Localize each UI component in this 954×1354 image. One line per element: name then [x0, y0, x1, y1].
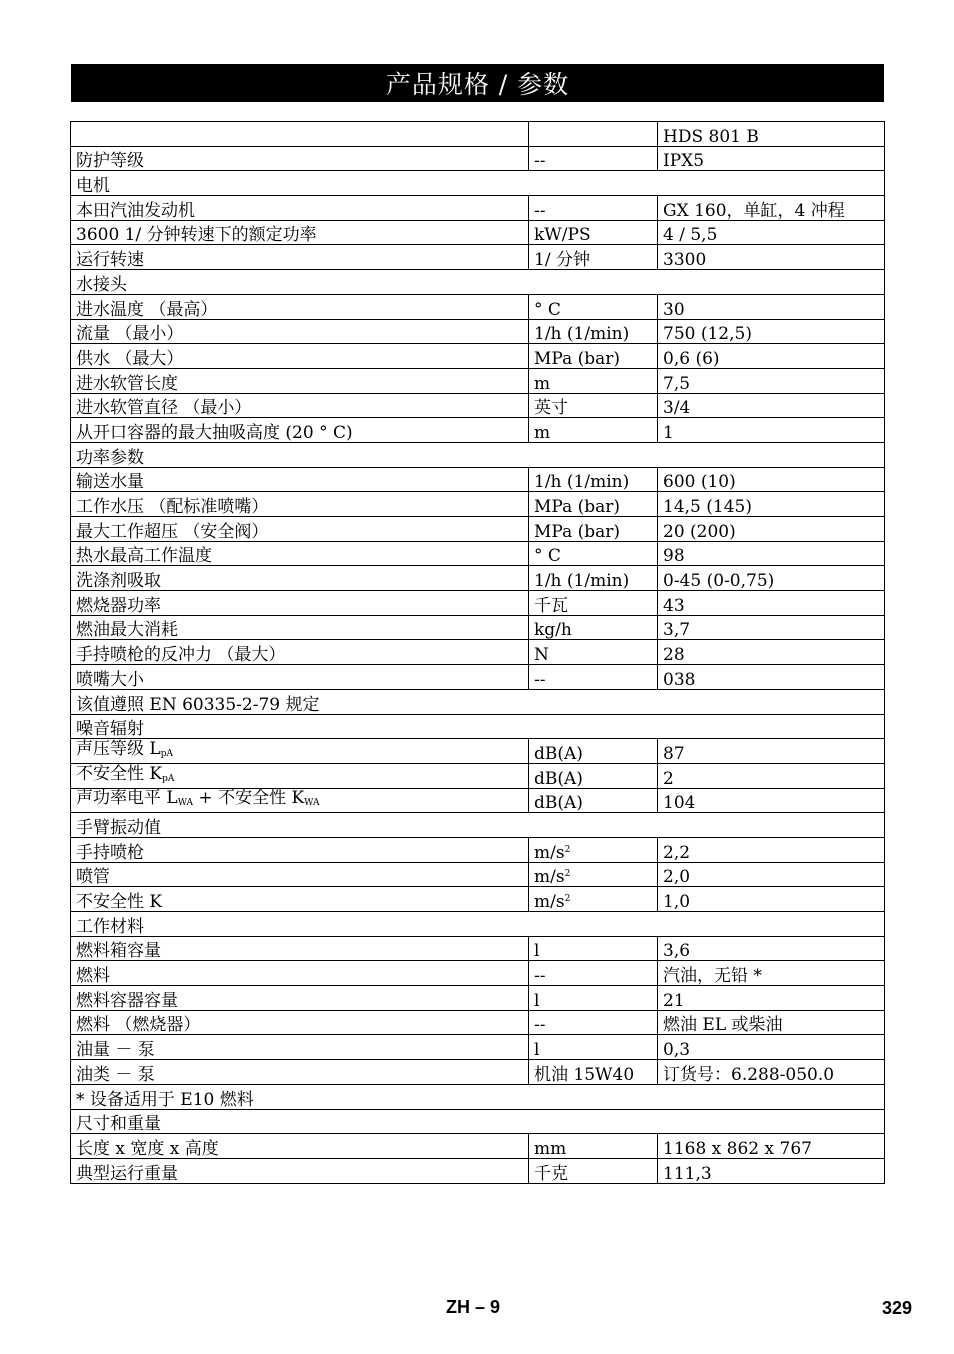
section-label: 功率参数 — [71, 442, 885, 467]
row-value: 30 — [658, 294, 885, 319]
table-row — [71, 739, 885, 764]
spec-table-body — [71, 122, 885, 1184]
row-unit: -- — [529, 1010, 658, 1035]
row-value: IPX5 — [658, 146, 885, 171]
row-label: 防护等级 — [71, 146, 529, 171]
row-unit-superscript: 2 — [564, 869, 571, 880]
table-row — [71, 1158, 885, 1183]
row-label-text: 声功率电平 L — [76, 788, 178, 809]
row-label-subscript: pA — [160, 748, 173, 759]
row-unit — [529, 837, 658, 862]
row-label-text: 不安全性 K — [76, 763, 163, 784]
table-row — [71, 319, 885, 344]
row-unit-superscript: 2 — [564, 894, 571, 904]
model-header: HDS 801 B — [658, 122, 885, 147]
row-value: 111,3 — [658, 1158, 885, 1183]
row-value: 14,5 (145) — [658, 492, 885, 517]
row-label: 最大工作超压 （安全阀） — [71, 517, 529, 542]
section-label: * 设备适用于 E10 燃料 — [71, 1084, 885, 1109]
table-row — [71, 887, 885, 912]
page-title: 产品规格 / 参数 — [71, 64, 884, 102]
row-unit: dB(A) — [529, 763, 658, 788]
row-unit: -- — [529, 196, 658, 221]
row-unit: m — [529, 368, 658, 393]
row-value: 104 — [658, 788, 885, 813]
footer-language-page: ZH – 9 — [446, 1297, 501, 1317]
table-row — [71, 1134, 885, 1159]
row-label: 不安全性 K — [71, 887, 529, 912]
table-row — [71, 615, 885, 640]
table-row — [71, 640, 885, 665]
row-value: 汽油，无铅 * — [658, 961, 885, 986]
row-label: 油量 － 泵 — [71, 1035, 529, 1060]
section-label: 水接头 — [71, 270, 885, 295]
row-label: 燃料容器容量 — [71, 986, 529, 1011]
row-unit: m — [529, 418, 658, 443]
row-value: 750 (12,5) — [658, 319, 885, 344]
row-value: 21 — [658, 986, 885, 1011]
table-row — [71, 862, 885, 887]
row-value: 87 — [658, 739, 885, 764]
section-label: 该值遵照 EN 60335-2-79 规定 — [71, 689, 885, 714]
row-label: 燃烧器功率 — [71, 591, 529, 616]
row-unit — [529, 862, 658, 887]
row-label: 从开口容器的最大抽吸高度 (20 ° C) — [71, 418, 529, 443]
table-row — [71, 294, 885, 319]
row-label: 典型运行重量 — [71, 1158, 529, 1183]
row-label: 喷嘴大小 — [71, 665, 529, 690]
section-row — [71, 1084, 885, 1109]
table-row — [71, 763, 885, 788]
section-row — [71, 442, 885, 467]
row-value: 订货号：6.288-050.0 — [658, 1060, 885, 1085]
row-unit-text: m/s — [534, 892, 565, 912]
row-unit: 1/h (1/min) — [529, 319, 658, 344]
table-header-row — [71, 122, 885, 147]
row-value: 98 — [658, 541, 885, 566]
row-unit: MPa (bar) — [529, 492, 658, 517]
row-label: 燃料 — [71, 961, 529, 986]
table-row — [71, 196, 885, 221]
row-label: 洗涤剂吸取 — [71, 566, 529, 591]
row-label-text: + 不安全性 K — [193, 788, 305, 809]
table-row — [71, 393, 885, 418]
row-unit: dB(A) — [529, 739, 658, 764]
row-value: 3,6 — [658, 936, 885, 961]
table-row — [71, 566, 885, 591]
row-label: 本田汽油发动机 — [71, 196, 529, 221]
row-unit: 千克 — [529, 1158, 658, 1183]
section-row — [71, 171, 885, 196]
table-row — [71, 961, 885, 986]
table-row — [71, 492, 885, 517]
table-row — [71, 146, 885, 171]
section-label: 噪音辐射 — [71, 714, 885, 739]
section-label: 电机 — [71, 171, 885, 196]
table-row — [71, 344, 885, 369]
row-label: 燃油最大消耗 — [71, 615, 529, 640]
table-row — [71, 368, 885, 393]
row-value: 43 — [658, 591, 885, 616]
row-label: 喷管 — [71, 862, 529, 887]
row-value: 2,0 — [658, 862, 885, 887]
row-unit: ° C — [529, 541, 658, 566]
row-label-text: 声压等级 L — [76, 738, 161, 759]
table-row — [71, 986, 885, 1011]
row-value: 3/4 — [658, 393, 885, 418]
row-value: 燃油 EL 或柴油 — [658, 1010, 885, 1035]
row-unit: 千瓦 — [529, 591, 658, 616]
table-row — [71, 517, 885, 542]
row-unit: 1/h (1/min) — [529, 566, 658, 591]
table-row — [71, 1035, 885, 1060]
row-label — [71, 739, 529, 764]
table-row — [71, 245, 885, 270]
row-value: 0-45 (0-0,75) — [658, 566, 885, 591]
row-label: 长度 x 宽度 x 高度 — [71, 1134, 529, 1159]
row-unit-text: m/s — [534, 842, 565, 863]
row-label: 进水软管直径 （最小） — [71, 393, 529, 418]
row-unit: ° C — [529, 294, 658, 319]
row-unit: kW/PS — [529, 220, 658, 245]
row-unit: MPa (bar) — [529, 344, 658, 369]
spec-table — [70, 121, 885, 1184]
row-label: 运行转速 — [71, 245, 529, 270]
table-row — [71, 591, 885, 616]
row-value: 600 (10) — [658, 467, 885, 492]
row-label-subscript: WA — [177, 798, 194, 809]
row-unit: N — [529, 640, 658, 665]
row-value: 20 (200) — [658, 517, 885, 542]
table-row — [71, 467, 885, 492]
row-unit: dB(A) — [529, 788, 658, 813]
section-label: 手臂振动值 — [71, 813, 885, 838]
row-value: 28 — [658, 640, 885, 665]
row-unit: l — [529, 1035, 658, 1060]
row-value: 3,7 — [658, 615, 885, 640]
row-label: 手持喷枪的反冲力 （最大） — [71, 640, 529, 665]
row-value: GX 160，单缸，4 冲程 — [658, 196, 885, 221]
table-row — [71, 1010, 885, 1035]
section-row — [71, 813, 885, 838]
section-row — [71, 714, 885, 739]
row-label: 工作水压 （配标准喷嘴） — [71, 492, 529, 517]
section-row — [71, 270, 885, 295]
row-unit: -- — [529, 146, 658, 171]
row-value: 2 — [658, 763, 885, 788]
header-empty-cell — [529, 122, 658, 147]
table-row — [71, 837, 885, 862]
row-unit: 机油 15W40 — [529, 1060, 658, 1085]
row-unit — [529, 887, 658, 912]
row-label: 燃料 （燃烧器） — [71, 1010, 529, 1035]
table-row — [71, 220, 885, 245]
row-unit: mm — [529, 1134, 658, 1159]
row-unit-text: m/s — [534, 867, 565, 887]
section-row — [71, 912, 885, 937]
row-label: 手持喷枪 — [71, 837, 529, 862]
row-label — [71, 763, 529, 788]
row-label-subscript: WA — [304, 798, 320, 809]
row-unit: -- — [529, 665, 658, 690]
section-row — [71, 689, 885, 714]
row-unit-superscript: 2 — [564, 844, 571, 855]
row-value: 7,5 — [658, 368, 885, 393]
row-label-subscript: pA — [162, 773, 175, 784]
table-row — [71, 1060, 885, 1085]
row-value: 038 — [658, 665, 885, 690]
row-unit: -- — [529, 961, 658, 986]
row-unit: l — [529, 986, 658, 1011]
row-unit: kg/h — [529, 615, 658, 640]
table-row — [71, 788, 885, 813]
row-label: 流量 （最小） — [71, 319, 529, 344]
row-value: 4 / 5,5 — [658, 220, 885, 245]
row-label: 油类 － 泵 — [71, 1060, 529, 1085]
row-value: 1,0 — [658, 887, 885, 912]
row-unit: MPa (bar) — [529, 517, 658, 542]
row-unit: 1/ 分钟 — [529, 245, 658, 270]
table-row — [71, 541, 885, 566]
table-row — [71, 936, 885, 961]
row-label: 热水最高工作温度 — [71, 541, 529, 566]
row-value: 1 — [658, 418, 885, 443]
row-label: 进水温度 （最高） — [71, 294, 529, 319]
table-row — [71, 665, 885, 690]
row-value: 0,6 (6) — [658, 344, 885, 369]
section-label: 工作材料 — [71, 912, 885, 937]
table-row — [71, 418, 885, 443]
footer-page-number: 329 — [881, 1298, 912, 1318]
section-label: 尺寸和重量 — [71, 1109, 885, 1134]
row-label — [71, 788, 529, 813]
header-empty-cell — [71, 122, 529, 147]
row-unit: 1/h (1/min) — [529, 467, 658, 492]
row-value: 0,3 — [658, 1035, 885, 1060]
row-label: 供水 （最大） — [71, 344, 529, 369]
row-label: 3600 1/ 分钟转速下的额定功率 — [71, 220, 529, 245]
row-unit: l — [529, 936, 658, 961]
row-label: 进水软管长度 — [71, 368, 529, 393]
row-value: 2,2 — [658, 837, 885, 862]
row-value: 1168 x 862 x 767 — [658, 1134, 885, 1159]
row-label: 燃料箱容量 — [71, 936, 529, 961]
section-row — [71, 1109, 885, 1134]
row-unit: 英寸 — [529, 393, 658, 418]
row-value: 3300 — [658, 245, 885, 270]
row-label: 输送水量 — [71, 467, 529, 492]
